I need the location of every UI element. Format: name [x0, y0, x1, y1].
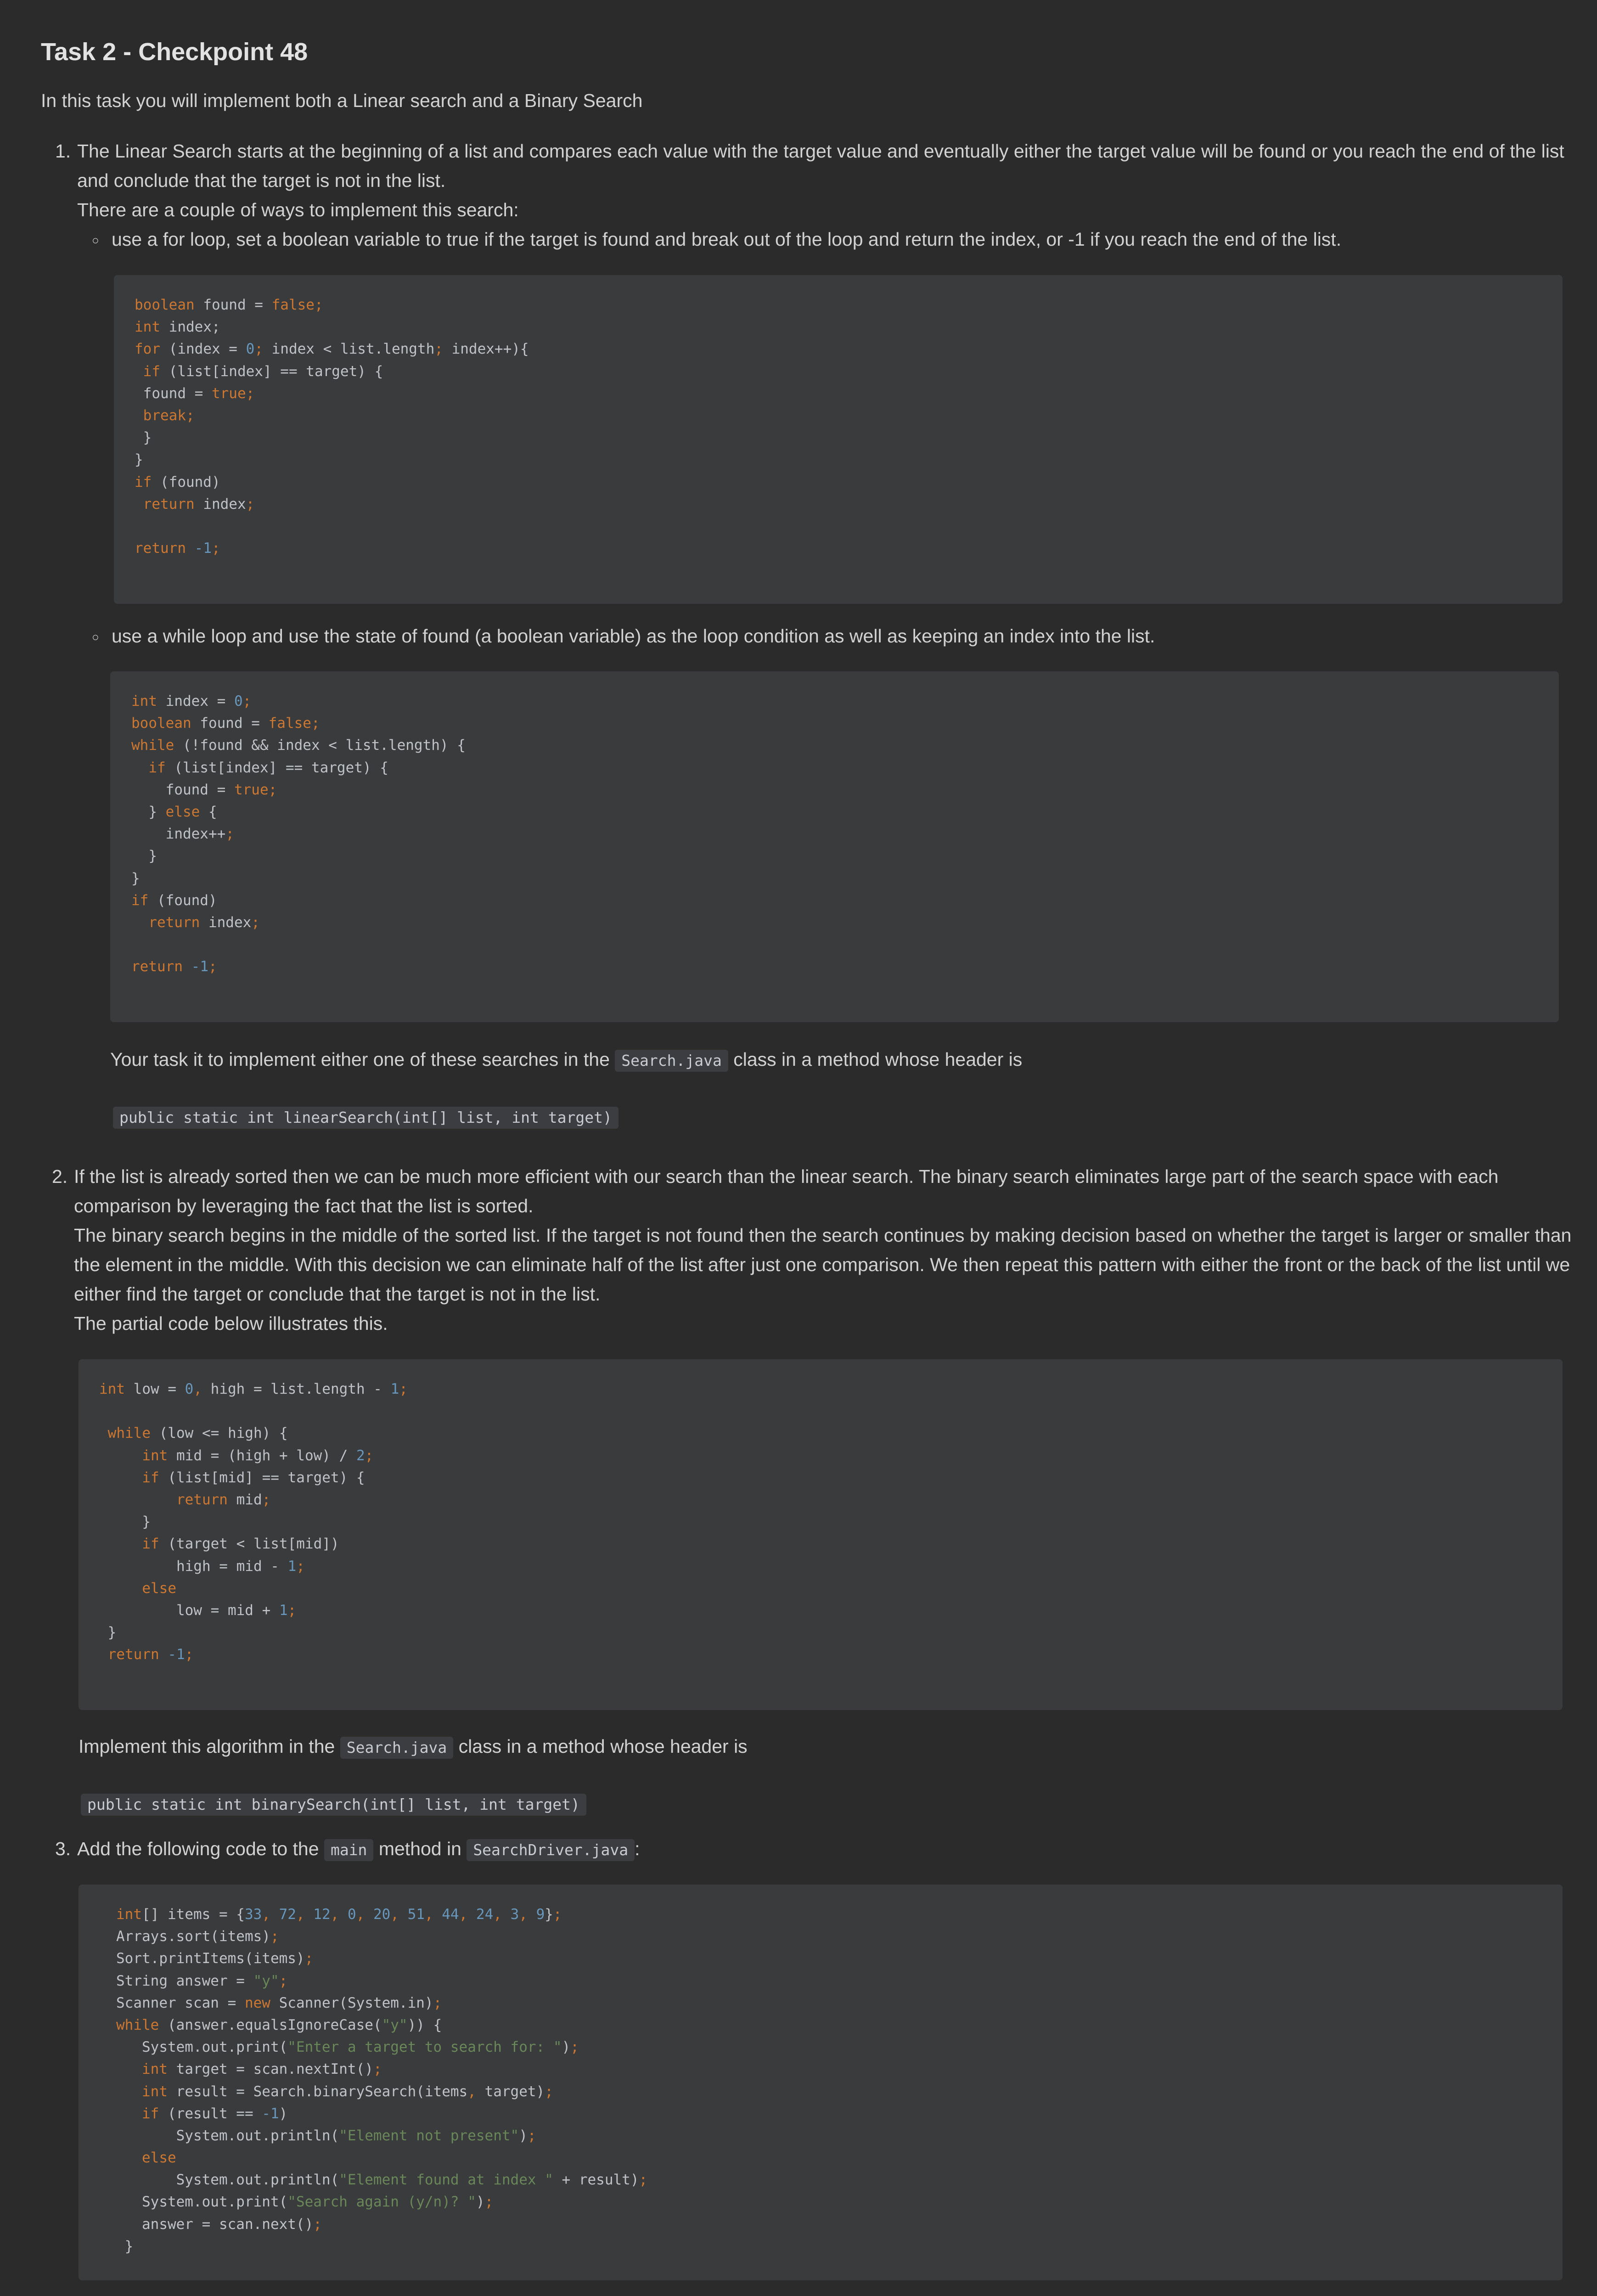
- code-line: return index;: [143, 495, 255, 512]
- code-for-loop-text: [135, 294, 529, 559]
- code-driver-text: [116, 1903, 647, 2257]
- code-line: return mid;: [176, 1491, 271, 1508]
- inline-code-main: main: [324, 1839, 373, 1861]
- task-text-after: class in a method whose header is: [733, 1049, 1023, 1070]
- code-line: answer = scan.next();: [116, 2216, 322, 2233]
- code-line: } else {: [131, 803, 217, 820]
- code-line: int[] items = {33, 72, 12, 0, 20, 51, 44, 24, 3, 9};: [116, 1906, 562, 1923]
- code-line: [131, 934, 466, 956]
- item-1-line-3: There are a couple of ways to implement this search:: [77, 199, 519, 220]
- inline-code-search-java: Search.java: [615, 1050, 728, 1072]
- inline-code-linear-header: public static int linearSearch(int[] list, int target): [113, 1107, 619, 1129]
- item-3-number: 3.: [55, 1838, 71, 1859]
- impl-text-after: class in a method whose header is: [458, 1736, 748, 1757]
- intro-text: In this task you will implement both a Linear search and a Binary Search: [41, 90, 643, 111]
- code-line: System.out.print("Enter a target to search for: ");: [116, 2039, 579, 2056]
- item-2-line-3: The binary search begins in the middle of the sorted list. If the target is not found then the search continues by making decision based on whether the target is larger or smaller than: [74, 1225, 1572, 1246]
- item-1-bullet-a: use a for loop, set a boolean variable to true if the target is found and break out of the loop and return the index, or -1 if you reach the end of the list.: [112, 229, 1342, 250]
- item-2-number: 2.: [52, 1166, 68, 1187]
- code-line: else: [142, 1580, 176, 1597]
- code-line: boolean found = false;: [135, 297, 323, 313]
- item-2-line-1: If the list is already sorted then we can be much more efficient with our search than the linear search. The binary search eliminates large part of the search space with each: [74, 1166, 1499, 1187]
- code-block-binary-search: [79, 1359, 1563, 1710]
- code-line: if (list[index] == target) {: [148, 759, 388, 776]
- code-line: int mid = (high + low) / 2;: [142, 1447, 374, 1464]
- code-line: if (result == -1): [142, 2105, 288, 2122]
- item-2-line-2: comparison by leveraging the fact that the list is sorted.: [74, 1195, 534, 1216]
- code-line: Arrays.sort(items);: [116, 1928, 279, 1945]
- item-1-number: 1.: [55, 141, 71, 162]
- code-line: }: [131, 870, 140, 887]
- bullet-circle-icon: ○: [92, 233, 99, 247]
- code-line: if (target < list[mid]): [142, 1536, 339, 1553]
- bullet-circle-icon: ○: [92, 630, 99, 644]
- item-1-task-text: [110, 1049, 1022, 1072]
- item-3-text-after: :: [635, 1838, 640, 1859]
- item-2-impl-text: [79, 1736, 748, 1759]
- code-line: System.out.println("Element found at index " + result);: [116, 2172, 648, 2189]
- code-line: String answer = "y";: [116, 1972, 288, 1989]
- code-line: return -1;: [131, 958, 217, 975]
- code-line: int result = Search.binarySearch(items, target);: [142, 2083, 553, 2100]
- item-2-line-5: either find the target or conclude that the target is not in the list.: [74, 1283, 601, 1305]
- code-line: System.out.print("Search again (y/n)? ");: [116, 2194, 494, 2211]
- code-line: System.out.println("Element not present");: [116, 2127, 536, 2144]
- inline-code-search-driver: SearchDriver.java: [467, 1839, 635, 1861]
- code-line: if (list[mid] == target) {: [142, 1469, 365, 1486]
- code-line: }: [116, 2238, 134, 2255]
- code-line: found = true;: [131, 781, 277, 798]
- item-2-line-4: the element in the middle. With this decision we can eliminate half of the list after just one comparison. We then repeat this pattern with either the front or the back of the list until we: [74, 1254, 1570, 1275]
- code-line: break;: [143, 407, 195, 424]
- code-line: return -1;: [135, 540, 220, 557]
- code-line: index++;: [131, 826, 234, 843]
- code-line: if (list[index] == target) {: [143, 363, 383, 380]
- code-line: for (index = 0; index < list.length; index++){: [135, 341, 529, 358]
- code-line: if (found): [131, 892, 217, 909]
- code-while-loop-text: [131, 690, 466, 978]
- code-line: }: [135, 451, 143, 468]
- code-line: boolean found = false;: [131, 715, 320, 732]
- code-line: high = mid - 1;: [99, 1558, 305, 1575]
- code-line: }: [99, 1624, 117, 1641]
- code-line: Scanner scan = new Scanner(System.in);: [116, 1994, 442, 2011]
- code-binary-search-text: [99, 1378, 408, 1666]
- impl-text-before: Implement this algorithm in the: [79, 1736, 335, 1757]
- code-line: [135, 515, 529, 537]
- code-line: else: [142, 2150, 176, 2167]
- code-line: }: [131, 848, 157, 865]
- inline-code-search-java: Search.java: [340, 1737, 454, 1759]
- task-text-before: Your task it to implement either one of these searches in the: [110, 1049, 610, 1070]
- item-3-text: [77, 1838, 640, 1861]
- code-block-for-loop: [114, 275, 1563, 604]
- code-block-while-loop: [110, 671, 1559, 1022]
- item-2-line-6: The partial code below illustrates this.: [74, 1313, 388, 1334]
- code-line: while (low <= high) {: [107, 1425, 288, 1442]
- code-line: [99, 1400, 408, 1422]
- binary-search-header: [81, 1794, 586, 1816]
- code-line: return index;: [148, 914, 260, 931]
- item-1-line-1: The Linear Search starts at the beginning of a list and compares each value with the target value and eventually either the target value will be found or you reach the end of the list: [77, 141, 1564, 162]
- item-1-line-2: and conclude that the target is not in the list.: [77, 170, 446, 191]
- code-line: }: [99, 1514, 151, 1531]
- code-line: while (answer.equalsIgnoreCase("y")) {: [116, 2016, 442, 2033]
- item-1-bullet-b: use a while loop and use the state of found (a boolean variable) as the loop condition as well as keeping an index into the list.: [112, 625, 1155, 647]
- code-line: found = true;: [135, 385, 255, 402]
- code-line: low = mid + 1;: [99, 1602, 297, 1619]
- code-line: while (!found && index < list.length) {: [131, 737, 466, 754]
- page-title: Task 2 - Checkpoint 48: [41, 38, 308, 66]
- code-line: if (found): [135, 473, 220, 490]
- linear-search-header: [113, 1107, 619, 1129]
- item-3-text-middle: method in: [378, 1838, 461, 1859]
- code-line: return -1;: [107, 1646, 194, 1663]
- code-line: int index = 0;: [131, 693, 252, 709]
- code-line: int index;: [135, 319, 220, 336]
- item-3-text-before: Add the following code to the: [77, 1838, 319, 1859]
- code-line: }: [135, 429, 152, 446]
- code-line: int low = 0, high = list.length - 1;: [99, 1381, 408, 1397]
- code-line: int target = scan.nextInt();: [142, 2061, 382, 2078]
- code-line: Sort.printItems(items);: [116, 1950, 314, 1967]
- code-block-driver: [79, 1885, 1563, 2280]
- inline-code-binary-header: public static int binarySearch(int[] list, int target): [81, 1794, 586, 1816]
